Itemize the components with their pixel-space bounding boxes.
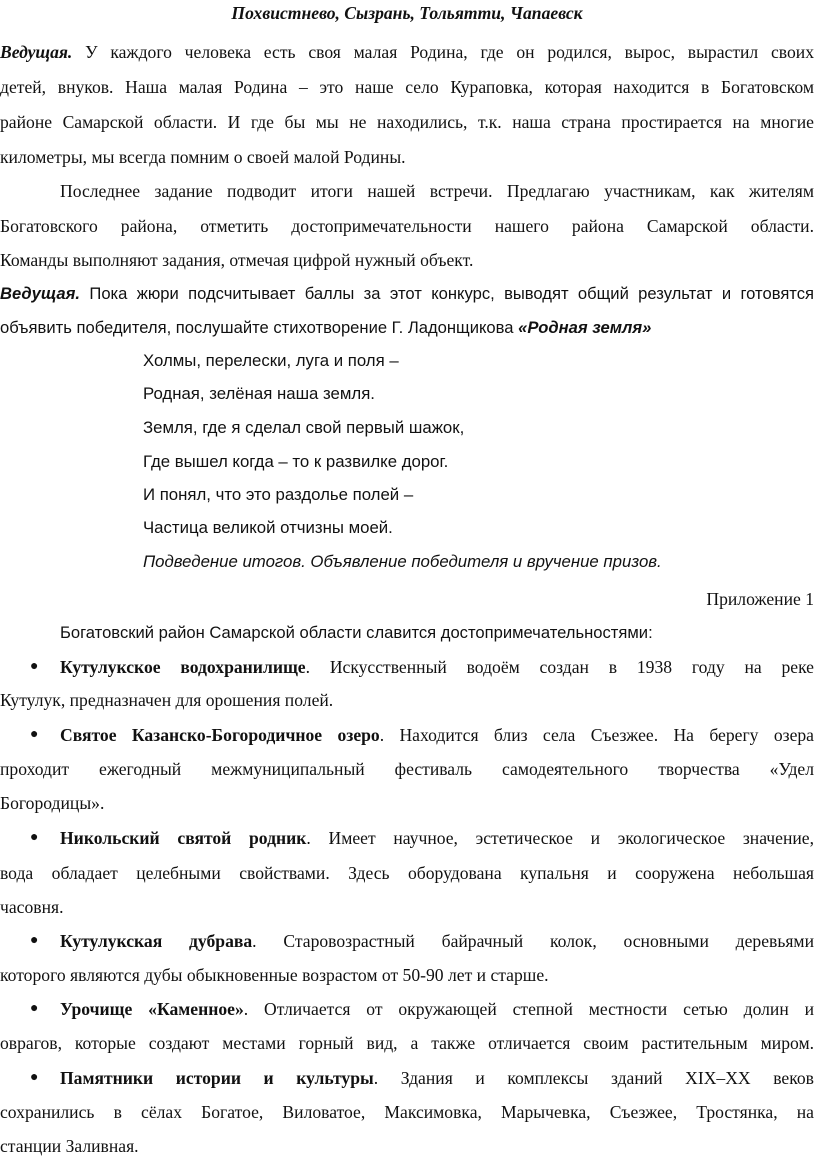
list-item-text: . Имеет научное, эстетическое и экологическое значение, (306, 828, 815, 848)
list-item-text: . Искусственный водоём создан в 1938 году на реке (305, 657, 814, 677)
bullet-icon: ● (30, 1001, 39, 1016)
paragraph-2-line-1: Последнее задание подводит итоги нашей встречи. Предлагаю участникам, как жителям (60, 181, 814, 201)
list-item-title: Урочище «Каменное» (60, 999, 244, 1019)
paragraph-1-line-2: детей, внуков. Наша малая Родина – это наше село Кураповка, которая находится в Богатовском (0, 77, 814, 97)
list-item-line: станции Заливная. (0, 1136, 139, 1156)
paragraph-1-line-1 (0, 40, 814, 64)
list-item-title: Кутулукское водохранилище (60, 657, 306, 677)
bullet-icon: ● (30, 659, 39, 674)
poem-line: Холмы, перелески, луга и поля – (143, 351, 399, 370)
bullet-icon: ● (30, 1070, 39, 1085)
paragraph-3-line-1 (0, 282, 814, 306)
paragraph-2-line-2: Богатовского района, отметить достопримечательности нашего района Самарской области. (0, 216, 814, 236)
poem-line: И понял, что это раздолье полей – (143, 485, 414, 504)
list-item-text: . Здания и комплексы зданий XIX–XX веков (373, 1068, 814, 1088)
list-item-line (60, 1066, 814, 1090)
poem-title: «Родная земля» (518, 318, 652, 337)
list-item-text: . Старовозрастный байрачный колок, основными деревьями (252, 931, 814, 951)
list-item-title: Кутулукская дубрава (60, 931, 253, 951)
list-item-line: которого являются дубы обыкновенные возрастом от 50-90 лет и старше. (0, 965, 549, 985)
list-item-line (60, 826, 814, 850)
bullet-icon: ● (30, 933, 39, 948)
list-item-title: Святое Казанско-Богородичное озеро (60, 725, 380, 745)
list-item-line (60, 723, 814, 747)
paragraph-1-line-3: районе Самарской области. И где бы мы не находились, т.к. наша страна простирается на многие (0, 112, 814, 132)
list-item-line (60, 655, 814, 679)
list-item-title: Памятники истории и культуры (60, 1068, 374, 1088)
list-item-line: сохранились в сёлах Богатое, Виловатое, Максимовка, Марычевка, Съезжее, Тростянка, на (0, 1102, 814, 1122)
paragraph-3-line-2 (0, 316, 814, 340)
bullet-icon: ● (30, 727, 39, 742)
list-item-line: Кутулук, предназначен для орошения полей. (0, 690, 334, 710)
speaker-label: Ведущая. (0, 42, 73, 62)
appendix-intro: Богатовский район Самарской области славится достопримечательностями: (60, 623, 653, 642)
poem-line: Родная, зелёная наша земля. (143, 384, 375, 403)
paragraph-3-text: Пока жюри подсчитывает баллы за этот конкурс, выводят общий результат и готовятся (89, 284, 814, 303)
list-item-line: оврагов, которые создают местами горный вид, а также отличается своим растительным миром. (0, 1033, 814, 1053)
list-item-text: . Находится близ села Съезжее. На берегу озера (379, 725, 814, 745)
list-item-line (60, 929, 814, 953)
list-item-title: Никольский святой родник (60, 828, 307, 848)
list-item-line: Богородицы». (0, 793, 105, 813)
poem-line: Частица великой отчизны моей. (143, 518, 393, 537)
poem-line: Земля, где я сделал свой первый шажок, (143, 418, 465, 437)
list-item-line: часовня. (0, 897, 64, 917)
list-item-line (60, 997, 814, 1021)
appendix-label: Приложение 1 (706, 589, 814, 609)
speaker-label: Ведущая. (0, 284, 81, 303)
list-item-text: . Отличается от окружающей степной местности сетью долин и (243, 999, 815, 1019)
paragraph-2-line-3: Команды выполняют задания, отмечая цифрой нужный объект. (0, 250, 474, 270)
poem-closing: Подведение итогов. Объявление победителя и вручение призов. (143, 552, 662, 571)
bullet-icon: ● (30, 830, 39, 845)
list-item-line: проходит ежегодный межмуниципальный фестиваль самодеятельного творчества «Удел (0, 759, 814, 779)
paragraph-1-line-4: километры, мы всегда помним о своей малой Родины. (0, 147, 406, 167)
paragraph-1-text: У каждого человека есть своя малая Родина, где он родился, вырос, вырастил своих (85, 42, 814, 62)
paragraph-3-text-2: объявить победителя, послушайте стихотворение Г. Ладонщикова (0, 318, 514, 337)
page-title: Похвистнево, Сызрань, Тольятти, Чапаевск (231, 3, 583, 23)
list-item-line: вода обладает целебными свойствами. Здесь оборудована купальня и сооружена небольшая (0, 863, 814, 883)
poem-line: Где вышел когда – то к развилке дорог. (143, 452, 449, 471)
